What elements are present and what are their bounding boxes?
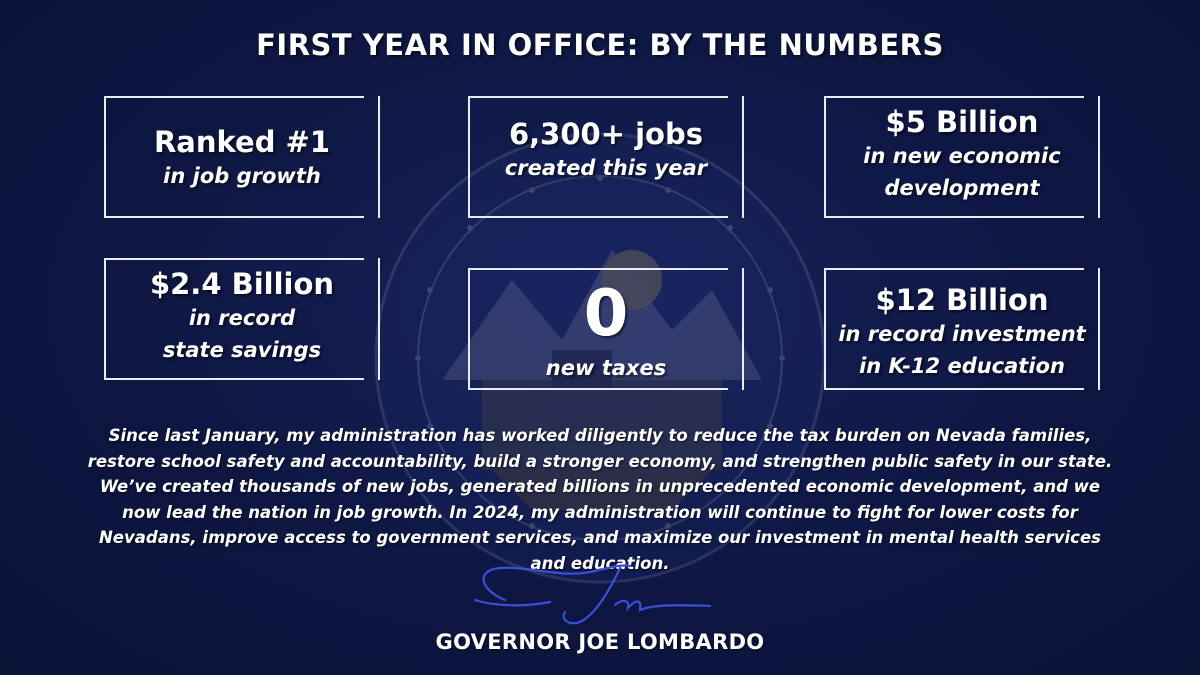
page-title: FIRST YEAR IN OFFICE: BY THE NUMBERS xyxy=(256,28,944,62)
stat-box-jobs-created xyxy=(468,96,744,218)
stat-headline: $2.4 Billion xyxy=(149,267,335,301)
stat-headline: $5 Billion xyxy=(885,105,1039,139)
governor-signature xyxy=(470,560,720,630)
stat-subtitle-line-2: development xyxy=(884,176,1040,200)
stat-box-job-ranking xyxy=(104,96,380,218)
stat-box-k12-investment xyxy=(824,268,1100,390)
signer-name: GOVERNOR JOE LOMBARDO xyxy=(435,630,765,654)
stat-subtitle-line-2: in K-12 education xyxy=(859,354,1065,378)
stat-subtitle: new taxes xyxy=(545,356,667,380)
stat-box-new-taxes xyxy=(468,268,744,390)
stat-headline: 6,300+ jobs xyxy=(508,117,703,151)
stat-subtitle-line-1: in new economic xyxy=(863,144,1061,168)
stat-subtitle-line-2: state savings xyxy=(162,338,322,362)
stat-headline: 0 xyxy=(583,277,629,351)
stat-subtitle-line-1: in record xyxy=(188,306,296,330)
stat-subtitle-line-1: in record investment xyxy=(838,322,1086,346)
stat-headline: $12 Billion xyxy=(875,283,1049,317)
stat-subtitle: in job growth xyxy=(163,164,321,188)
stat-subtitle: created this year xyxy=(504,156,708,180)
stat-box-state-savings xyxy=(104,258,380,380)
message-paragraph: Since last January, my administration has worked diligently to reduce the tax burden on Nevada families, restore school safety and accountability, build a stronger economy, and strengthen public safety in our state. We’ve created thousands of new jobs, generated billions in unprecedented economic development, and we now lead the nation in job growth. In 2024, my administration will continue to fight for lower costs for Nevadans, improve access to government services, and maximize our investment in mental health services and education. xyxy=(87,426,1113,573)
stat-headline: Ranked #1 xyxy=(153,125,331,159)
stat-box-economic-development xyxy=(824,96,1100,218)
